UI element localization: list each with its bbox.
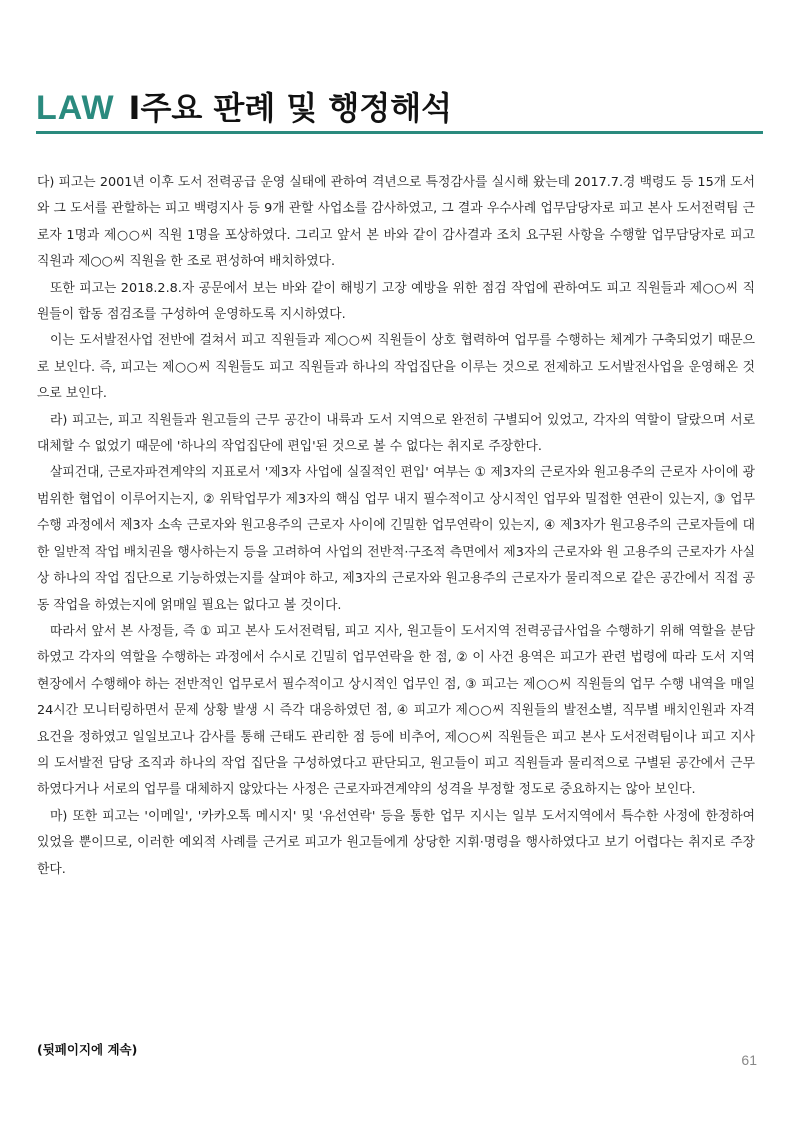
body-text — [37, 170, 755, 883]
paragraph: 살피건대, 근로자파견계약의 지표로서 '제3자 사업에 실질적인 편입' 여부는 ① 제3자의 근로자와 원고용주의 근로자 사이에 광범위한 협업이 이루어지는지, ② 위탁업무가 제3자의 핵심 업무 내지 필수적이고 상시적인 업무와 밀접한 연관이 있는지, ③ 업무 수행 과정에서 제3자 소속 근로자와 원고용주의 근로자 사이에 긴밀한 업무연락이 있는지, ④ 제3자가 원고용주의 근로자들에 대한 일반적 작업 배치권을 행사하는지 등을 고려하여 사업의 전반적·구조적 측면에서 제3자의 근로자와 원 고용주의 근로자가 사실상 하나의 작업 집단으로 기능하였는지를 살펴야 하고, 제3자의 근로자와 원고용주의 근로자가 물리적으로 같은 공간에서 직접 공동 작업을 하였는지에 얽매일 필요는 없다고 볼 것이다. — [37, 465, 755, 613]
paragraph: 라) 피고는, 피고 직원들과 원고들의 근무 공간이 내륙과 도서 지역으로 완전히 구별되어 있었고, 각자의 역할이 달랐으며 서로 대체할 수 없었기 때문에 '하나의 작업집단에 편입'된 것으로 볼 수 없다는 취지로 주장한다. — [37, 412, 755, 455]
section-label: LAW — [36, 89, 115, 127]
paragraph: 따라서 앞서 본 사정들, 즉 ① 피고 본사 도서전력팀, 피고 지사, 원고들이 도서지역 전력공급사업을 수행하기 위해 역할을 분담하였고 각자의 역할을 수행하는 과정에서 수시로 긴밀히 업무연락을 한 점, ② 이 사건 용역은 피고가 관련 법령에 따라 도서 지역 현장에서 수행해야 하는 전반적인 업무로서 필수적이고 상시적인 업무인 점, ③ 피고는 제○○씨 직원들의 업무 수행 내역을 매일 24시간 모니터링하면서 문제 상황 발생 시 즉각 대응하였던 점, ④ 피고가 제○○씨 직원들의 발전소별, 직무별 배치인원과 자격 요건을 정하였고 일일보고나 감사를 통해 근태도 관리한 점 등에 비추어, 제○○씨 직원들은 피고 본사 도서전력팀이나 피고 지사의 도서발전 담당 조직과 하나의 작업 집단을 구성하였다고 판단되고, 원고들이 피고 직원들과 물리적으로 구별된 공간에서 근무하였다거나 서로의 업무를 대체하지 않았다는 사정은 근로자파견계약의 성격을 부정할 정도로 중요하지는 않아 보인다. — [37, 623, 755, 798]
continued-note: (뒷페이지에 계속) — [37, 1042, 138, 1057]
page-header — [36, 88, 761, 128]
page-number: 61 — [741, 1052, 757, 1068]
paragraph: 다) 피고는 2001년 이후 도서 전력공급 운영 실태에 관하여 격년으로 특정감사를 실시해 왔는데 2017.7.경 백령도 등 15개 도서와 그 도서를 관할하는 피고 백령지사 등 9개 관할 사업소를 감사하였고, 그 결과 우수사례 업무담당자로 피고 본사 도서전력팀 근로자 1명과 제○○씨 직원 1명을 포상하였다. 그리고 앞서 본 바와 같이 감사결과 조치 요구된 사항을 수행할 업무담당자로 피고 직원과 제○○씨 직원을 한 조로 편성하여 배치하였다. — [37, 175, 755, 270]
page-title: Ⅰ주요 판례 및 행정해석 — [128, 89, 453, 127]
paragraph: 이는 도서발전사업 전반에 걸쳐서 피고 직원들과 제○○씨 직원들이 상호 협력하여 업무를 수행하는 체계가 구축되었기 때문으로 보인다. 즉, 피고는 제○○씨 직원들도 피고 직원들과 하나의 작업집단을 이루는 것으로 전제하고 도서발전사업을 운영해온 것으로 보인다. — [37, 333, 755, 402]
paragraph: 마) 또한 피고는 '이메일', '카카오톡 메시지' 및 '유선연락' 등을 통한 업무 지시는 일부 도서지역에서 특수한 사정에 한정하여 있었을 뿐이므로, 이러한 예외적 사례를 근거로 피고가 원고들에게 상당한 지휘·명령을 행사하였다고 보기 어렵다는 취지로 주장한다. — [37, 808, 755, 877]
header-divider — [36, 131, 763, 134]
paragraph: 또한 피고는 2018.2.8.자 공문에서 보는 바와 같이 해빙기 고장 예방을 위한 점검 작업에 관하여도 피고 직원들과 제○○씨 직원들이 합동 점검조를 구성하여 운영하도록 지시하였다. — [37, 280, 755, 323]
